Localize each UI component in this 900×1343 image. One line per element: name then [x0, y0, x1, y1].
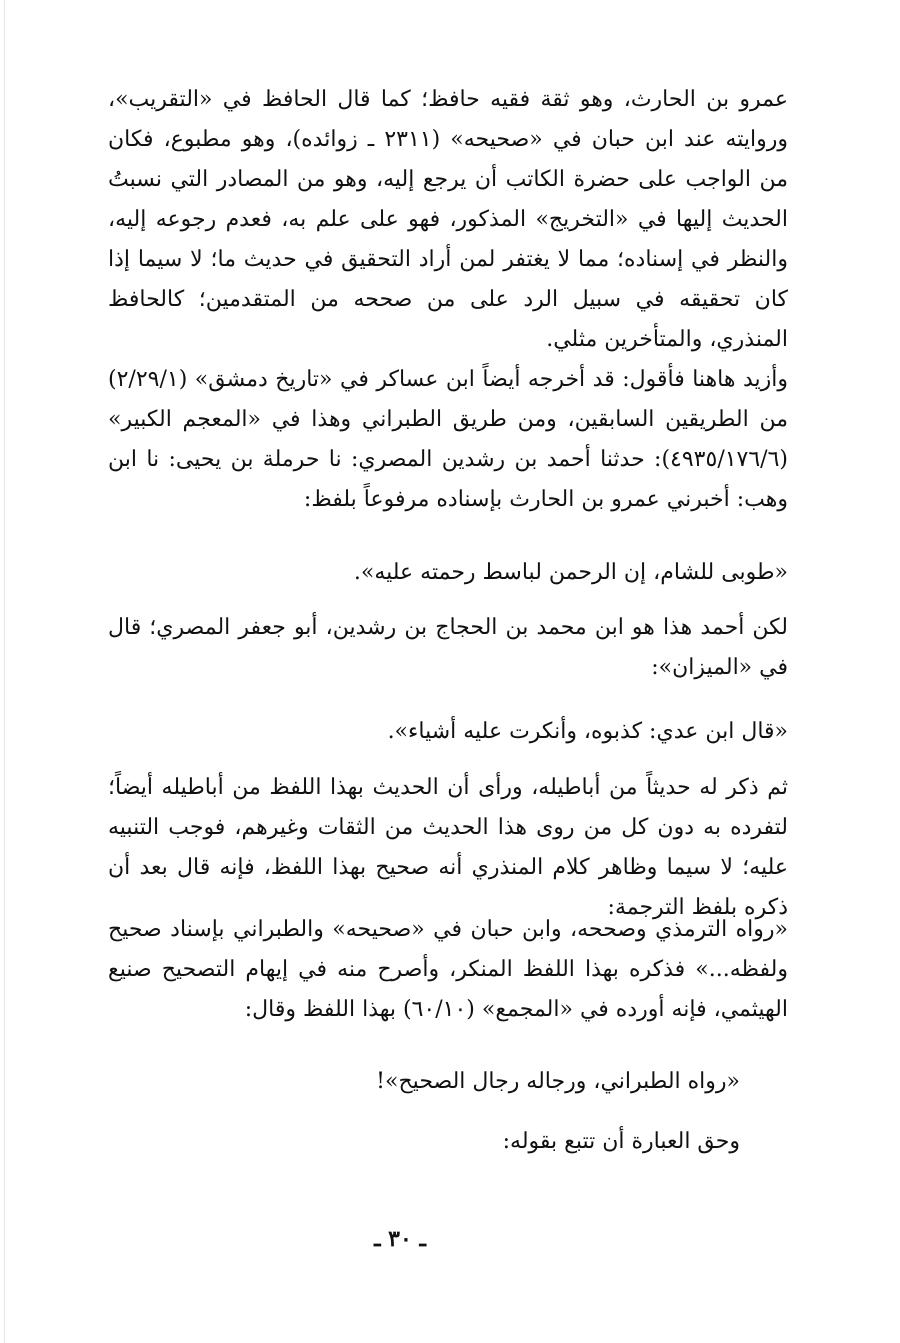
scan-edge-line — [4, 0, 5, 1343]
quote-ibn-adi: «قال ابن عدي: كذبوه، وأنكرت عليه أشياء». — [387, 719, 788, 744]
paragraph-final: وحق العبارة أن تتبع بقوله: — [502, 1129, 740, 1154]
paragraph-abatil: ثم ذكر له حديثاً من أباطيله، ورأى أن الحديث بهذا اللفظ من أباطيله أيضاً؛ لتفرده به دون كل من روى هذا الحديث من الثقات وغيرهم، فوجب التنبيه عليه؛ لا سيما وظاهر كلام المنذري أنه صحيح بهذا اللفظ، فإنه قال بعد أن ذكره بلفظ الترجمة: — [108, 775, 788, 920]
page-number: ـ ٣٠ ـ — [374, 1226, 426, 1252]
quote-tuba-lilsham: «طوبى للشام، إن الرحمن لباسط رحمته عليه». — [353, 560, 788, 585]
quote-tabarani: «رواه الطبراني، ورجاله رجال الصحيح»! — [376, 1069, 740, 1094]
paragraph-1: عمرو بن الحارث، وهو ثقة فقيه حافظ؛ كما قال الحافظ في «التقريب»، وروايته عند ابن حبان في «صحيحه» (٢٣١١ ـ زوائده)، وهو مطبوع، فكان من الواجب على حضرة الكاتب أن يرجع إليه، وهو من المصادر التي نسبتُ الحديث إليها في «التخريج» المذكور، فهو على علم به، فعدم رجوعه إليه، والنظر في إسناده؛ مما لا يغتفر لمن أراد التحقيق في حديث ما؛ لا سيما إذا كان تحقيقه في سبيل الرد على من صححه من المتقدمين؛ كالحافظ المنذري، والمتأخرين مثلي. — [108, 87, 788, 352]
quote-tirmidhi: «رواه الترمذي وصححه، وابن حبان في «صحيحه» والطبراني بإسناد صحيح ولفظه...» فذكره بهذا اللفظ المنكر، وأصرح منه في إيهام التصحيح صنيع الهيثمي، فإنه أورده في «المجمع» (٦٠/١٠) بهذا اللفظ وقال: — [108, 917, 788, 1022]
paragraph-2: وأزيد هاهنا فأقول: قد أخرجه أيضاً ابن عساكر في «تاريخ دمشق» (٢/٢٩/١) من الطريقين السابقين، ومن طريق الطبراني وهذا في «المعجم الكبير» (٤٩٣٥/١٧٦/٦): حدثنا أحمد بن رشدين المصري: نا حرملة بن يحيى: نا ابن وهب: أخبرني عمرو بن الحارث بإسناده مرفوعاً بلفظ: — [108, 367, 788, 512]
paragraph-ahmad-rishdin: لكن أحمد هذا هو ابن محمد بن الحجاج بن رشدين، أبو جعفر المصري؛ قال في «الميزان»: — [108, 615, 788, 680]
